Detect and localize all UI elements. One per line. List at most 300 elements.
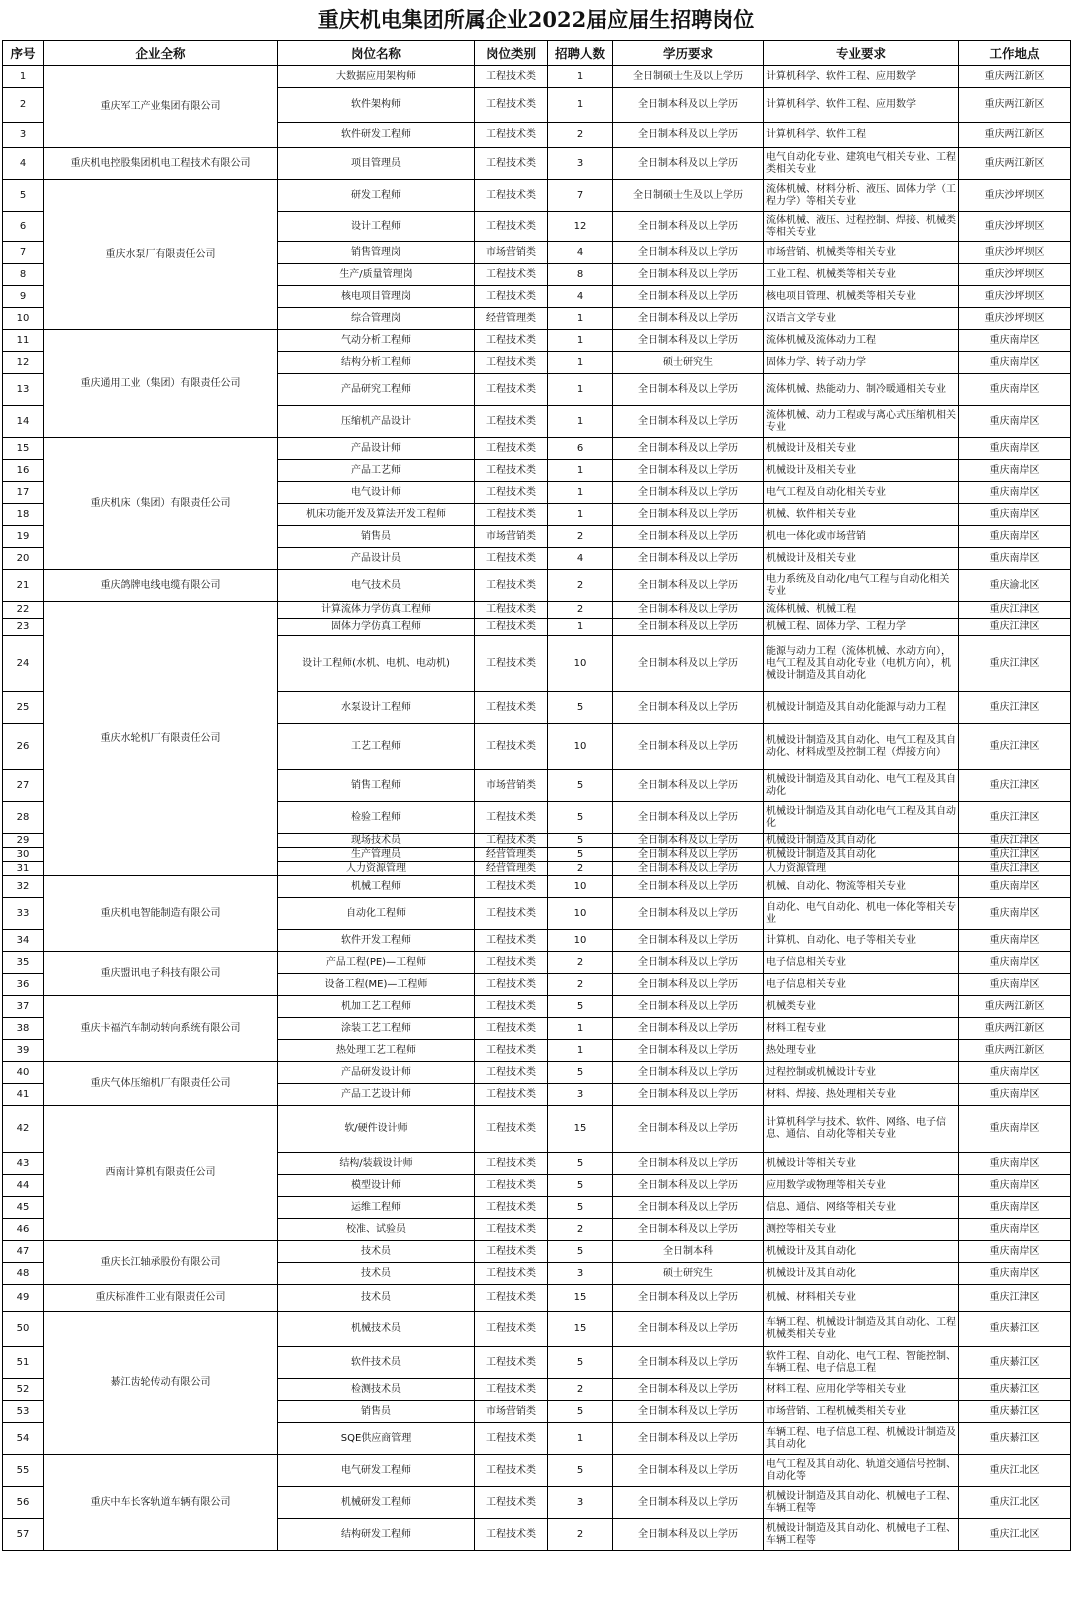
cell-location: 重庆江北区 [959,1487,1071,1519]
cell-category: 工程技术类 [475,1040,548,1062]
cell-education: 全日制本科及以上学历 [613,834,764,848]
cell-education: 全日制本科及以上学历 [613,1312,764,1347]
cell-no: 15 [3,438,44,460]
cell-no: 51 [3,1347,44,1379]
cell-position: 销售员 [278,1401,475,1423]
cell-count: 4 [548,286,613,308]
cell-major: 机械设计等相关专业 [764,1153,959,1175]
cell-major: 机械设计制造及其自动化、机械电子工程、车辆工程等 [764,1519,959,1551]
cell-location: 重庆南岸区 [959,1241,1071,1263]
cell-position: 销售管理岗 [278,242,475,264]
cell-category: 工程技术类 [475,898,548,930]
cell-no: 49 [3,1285,44,1312]
table-row [3,1062,1071,1084]
cell-no: 8 [3,264,44,286]
cell-education: 全日制硕士生及以上学历 [613,66,764,88]
cell-no: 33 [3,898,44,930]
cell-count: 1 [548,308,613,330]
cell-location: 重庆江津区 [959,602,1071,619]
cell-category: 工程技术类 [475,286,548,308]
cell-no: 53 [3,1401,44,1423]
cell-category: 工程技术类 [475,876,548,898]
cell-category: 经营管理类 [475,862,548,876]
cell-count: 2 [548,1519,613,1551]
cell-location: 重庆两江新区 [959,1018,1071,1040]
cell-location: 重庆南岸区 [959,898,1071,930]
cell-category: 工程技术类 [475,619,548,636]
cell-major: 计算机科学、软件工程、应用数学 [764,88,959,123]
cell-category: 工程技术类 [475,88,548,123]
cell-count: 2 [548,1219,613,1241]
cell-count: 3 [548,1487,613,1519]
cell-education: 硕士研究生 [613,352,764,374]
cell-category: 工程技术类 [475,602,548,619]
cell-education: 全日制本科及以上学历 [613,952,764,974]
cell-position: 产品研发设计师 [278,1062,475,1084]
cell-no: 23 [3,619,44,636]
cell-education: 全日制硕士生及以上学历 [613,180,764,212]
cell-position: 热处理工艺工程师 [278,1040,475,1062]
cell-education: 全日制本科及以上学历 [613,636,764,692]
cell-no: 20 [3,548,44,570]
cell-major: 计算机科学与技术、软件、网络、电子信息、通信、自动化等相关专业 [764,1106,959,1153]
cell-position: 软件研发工程师 [278,123,475,148]
cell-location: 重庆南岸区 [959,482,1071,504]
recruitment-table [2,40,1071,1551]
cell-position: 产品设计师 [278,438,475,460]
cell-education: 全日制本科及以上学历 [613,1062,764,1084]
cell-education: 全日制本科及以上学历 [613,876,764,898]
cell-category: 工程技术类 [475,996,548,1018]
cell-major: 应用数学或物理等相关专业 [764,1175,959,1197]
table-row [3,66,1071,88]
cell-count: 5 [548,802,613,834]
cell-category: 工程技术类 [475,1175,548,1197]
cell-no: 55 [3,1455,44,1487]
cell-education: 全日制本科及以上学历 [613,1379,764,1401]
cell-major: 机电一体化或市场营销 [764,526,959,548]
cell-category: 工程技术类 [475,1106,548,1153]
cell-category: 市场营销类 [475,1401,548,1423]
cell-no: 44 [3,1175,44,1197]
cell-company: 重庆机电智能制造有限公司 [44,876,278,952]
cell-category: 工程技术类 [475,1519,548,1551]
cell-location: 重庆沙坪坝区 [959,308,1071,330]
cell-category: 工程技术类 [475,1487,548,1519]
cell-category: 工程技术类 [475,1285,548,1312]
cell-no: 14 [3,406,44,438]
cell-education: 全日制本科及以上学历 [613,1519,764,1551]
cell-category: 工程技术类 [475,952,548,974]
cell-location: 重庆沙坪坝区 [959,286,1071,308]
cell-position: 软件架构师 [278,88,475,123]
cell-position: 结构分析工程师 [278,352,475,374]
cell-location: 重庆两江新区 [959,66,1071,88]
cell-major: 机械设计制造及其自动化能源与动力工程 [764,692,959,724]
cell-education: 硕士研究生 [613,1263,764,1285]
cell-no: 4 [3,148,44,180]
cell-count: 5 [548,1175,613,1197]
cell-major: 计算机、自动化、电子等相关专业 [764,930,959,952]
table-body [3,66,1071,1551]
cell-position: 工艺工程师 [278,724,475,770]
cell-company: 重庆通用工业（集团）有限责任公司 [44,330,278,438]
cell-position: 机械技术员 [278,1312,475,1347]
cell-major: 电气工程及自动化相关专业 [764,482,959,504]
cell-position: 机械工程师 [278,876,475,898]
cell-no: 36 [3,974,44,996]
cell-education: 全日制本科及以上学历 [613,482,764,504]
cell-no: 3 [3,123,44,148]
header-position: 岗位名称 [278,41,475,66]
cell-major: 机械设计及相关专业 [764,438,959,460]
header-count: 招聘人数 [548,41,613,66]
cell-no: 40 [3,1062,44,1084]
cell-no: 11 [3,330,44,352]
cell-company: 重庆鸽牌电线电缆有限公司 [44,570,278,602]
cell-position: 大数据应用架构师 [278,66,475,88]
cell-major: 机械设计制造及其自动化、机械电子工程、车辆工程等 [764,1487,959,1519]
cell-category: 工程技术类 [475,374,548,406]
cell-education: 全日制本科及以上学历 [613,1197,764,1219]
cell-no: 42 [3,1106,44,1153]
cell-position: 综合管理岗 [278,308,475,330]
cell-major: 机械设计及相关专业 [764,548,959,570]
cell-category: 工程技术类 [475,1241,548,1263]
cell-count: 5 [548,770,613,802]
cell-company: 重庆盟讯电子科技有限公司 [44,952,278,996]
header-company: 企业全称 [44,41,278,66]
cell-location: 重庆南岸区 [959,1106,1071,1153]
cell-position: 产品工艺设计师 [278,1084,475,1106]
cell-location: 重庆南岸区 [959,438,1071,460]
cell-major: 流体机械及流体动力工程 [764,330,959,352]
cell-company: 重庆水泵厂有限责任公司 [44,180,278,330]
cell-count: 1 [548,1423,613,1455]
cell-major: 电子信息相关专业 [764,952,959,974]
cell-education: 全日制本科及以上学历 [613,438,764,460]
cell-location: 重庆綦江区 [959,1347,1071,1379]
cell-major: 机械设计制造及其自动化、电气工程及其自动化 [764,770,959,802]
cell-position: 电气技术员 [278,570,475,602]
cell-major: 流体机械、热能动力、制冷暖通相关专业 [764,374,959,406]
cell-position: 检验工程师 [278,802,475,834]
cell-category: 工程技术类 [475,352,548,374]
cell-no: 30 [3,848,44,862]
cell-major: 机械设计及相关专业 [764,460,959,482]
cell-major: 工业工程、机械类等相关专业 [764,264,959,286]
cell-no: 29 [3,834,44,848]
cell-education: 全日制本科及以上学历 [613,308,764,330]
cell-count: 2 [548,570,613,602]
cell-major: 车辆工程、机械设计制造及其自动化、工程机械类相关专业 [764,1312,959,1347]
cell-position: 电气研发工程师 [278,1455,475,1487]
cell-company: 重庆军工产业集团有限公司 [44,66,278,148]
page-title: 重庆机电集团所属企业2022届应届生招聘岗位 [317,7,755,32]
cell-major: 机械、自动化、物流等相关专业 [764,876,959,898]
cell-count: 4 [548,548,613,570]
cell-education: 全日制本科及以上学历 [613,1018,764,1040]
cell-major: 机械设计制造及其自动化 [764,848,959,862]
cell-major: 机械设计制造及其自动化、电气工程及其自动化、材料成型及控制工程（焊接方向） [764,724,959,770]
cell-location: 重庆江津区 [959,862,1071,876]
cell-major: 人力资源管理 [764,862,959,876]
cell-no: 9 [3,286,44,308]
cell-education: 全日制本科及以上学历 [613,1423,764,1455]
cell-category: 工程技术类 [475,692,548,724]
cell-major: 机械设计制造及其自动化电气工程及其自动化 [764,802,959,834]
cell-location: 重庆綦江区 [959,1379,1071,1401]
table-row [3,438,1071,460]
cell-category: 工程技术类 [475,1018,548,1040]
cell-major: 自动化、电气自动化、机电一体化等相关专业 [764,898,959,930]
cell-category: 工程技术类 [475,504,548,526]
cell-count: 10 [548,876,613,898]
cell-category: 工程技术类 [475,1379,548,1401]
cell-education: 全日制本科及以上学历 [613,242,764,264]
cell-location: 重庆渝北区 [959,570,1071,602]
cell-location: 重庆江津区 [959,1285,1071,1312]
cell-education: 全日制本科及以上学历 [613,330,764,352]
cell-position: 固体力学仿真工程师 [278,619,475,636]
cell-location: 重庆两江新区 [959,88,1071,123]
cell-count: 8 [548,264,613,286]
cell-education: 全日制本科及以上学历 [613,848,764,862]
cell-position: 技术员 [278,1241,475,1263]
cell-location: 重庆南岸区 [959,526,1071,548]
cell-education: 全日制本科及以上学历 [613,1401,764,1423]
cell-education: 全日制本科及以上学历 [613,1487,764,1519]
cell-no: 6 [3,212,44,242]
cell-education: 全日制本科及以上学历 [613,570,764,602]
cell-major: 流体机械、机械工程 [764,602,959,619]
table-row [3,148,1071,180]
cell-location: 重庆江津区 [959,636,1071,692]
cell-category: 工程技术类 [475,834,548,848]
cell-location: 重庆两江新区 [959,996,1071,1018]
cell-category: 市场营销类 [475,242,548,264]
cell-education: 全日制本科及以上学历 [613,1347,764,1379]
cell-no: 12 [3,352,44,374]
cell-major: 市场营销、机械类等相关专业 [764,242,959,264]
cell-location: 重庆江津区 [959,770,1071,802]
cell-education: 全日制本科及以上学历 [613,123,764,148]
cell-no: 38 [3,1018,44,1040]
cell-category: 工程技术类 [475,1312,548,1347]
cell-location: 重庆江北区 [959,1455,1071,1487]
cell-position: 核电项目管理岗 [278,286,475,308]
cell-count: 1 [548,482,613,504]
cell-count: 5 [548,1197,613,1219]
cell-major: 计算机科学、软件工程、应用数学 [764,66,959,88]
cell-category: 经营管理类 [475,848,548,862]
cell-no: 45 [3,1197,44,1219]
cell-location: 重庆南岸区 [959,460,1071,482]
cell-education: 全日制本科及以上学历 [613,898,764,930]
cell-no: 43 [3,1153,44,1175]
cell-count: 2 [548,1379,613,1401]
cell-major: 材料工程、应用化学等相关专业 [764,1379,959,1401]
cell-education: 全日制本科及以上学历 [613,264,764,286]
cell-category: 工程技术类 [475,548,548,570]
cell-major: 机械设计及其自动化 [764,1263,959,1285]
cell-no: 2 [3,88,44,123]
cell-category: 工程技术类 [475,1084,548,1106]
cell-count: 3 [548,1263,613,1285]
header-no: 序号 [3,41,44,66]
cell-location: 重庆南岸区 [959,406,1071,438]
cell-location: 重庆南岸区 [959,504,1071,526]
cell-category: 工程技术类 [475,1263,548,1285]
cell-no: 21 [3,570,44,602]
cell-no: 34 [3,930,44,952]
cell-no: 41 [3,1084,44,1106]
cell-count: 3 [548,148,613,180]
cell-location: 重庆沙坪坝区 [959,242,1071,264]
cell-no: 19 [3,526,44,548]
cell-company: 重庆机床（集团）有限责任公司 [44,438,278,570]
cell-count: 10 [548,724,613,770]
cell-company: 重庆长江轴承股份有限公司 [44,1241,278,1285]
cell-major: 电力系统及自动化/电气工程与自动化相关专业 [764,570,959,602]
cell-major: 机械、软件相关专业 [764,504,959,526]
cell-location: 重庆南岸区 [959,1175,1071,1197]
table-row [3,1455,1071,1487]
cell-major: 固体力学、转子动力学 [764,352,959,374]
cell-education: 全日制本科及以上学历 [613,504,764,526]
cell-position: 软件开发工程师 [278,930,475,952]
cell-count: 3 [548,1084,613,1106]
cell-count: 10 [548,930,613,952]
cell-no: 1 [3,66,44,88]
cell-location: 重庆南岸区 [959,930,1071,952]
cell-education: 全日制本科及以上学历 [613,374,764,406]
cell-category: 工程技术类 [475,570,548,602]
cell-no: 7 [3,242,44,264]
cell-count: 1 [548,504,613,526]
cell-count: 5 [548,1062,613,1084]
cell-education: 全日制本科及以上学历 [613,1455,764,1487]
cell-education: 全日制本科及以上学历 [613,692,764,724]
cell-location: 重庆南岸区 [959,1084,1071,1106]
cell-location: 重庆綦江区 [959,1312,1071,1347]
cell-education: 全日制本科及以上学历 [613,148,764,180]
cell-no: 46 [3,1219,44,1241]
cell-location: 重庆沙坪坝区 [959,264,1071,286]
cell-category: 工程技术类 [475,123,548,148]
cell-count: 2 [548,526,613,548]
cell-major: 市场营销、工程机械类相关专业 [764,1401,959,1423]
cell-location: 重庆南岸区 [959,374,1071,406]
cell-category: 工程技术类 [475,1062,548,1084]
cell-no: 50 [3,1312,44,1347]
cell-major: 计算机科学、软件工程 [764,123,959,148]
cell-position: 机床功能开发及算法开发工程师 [278,504,475,526]
cell-education: 全日制本科及以上学历 [613,460,764,482]
cell-location: 重庆江北区 [959,1519,1071,1551]
cell-count: 7 [548,180,613,212]
table-row [3,996,1071,1018]
cell-position: 校准、试验员 [278,1219,475,1241]
cell-position: 项目管理员 [278,148,475,180]
cell-position: 技术员 [278,1285,475,1312]
cell-count: 10 [548,636,613,692]
cell-position: 软件技术员 [278,1347,475,1379]
cell-location: 重庆南岸区 [959,352,1071,374]
cell-location: 重庆两江新区 [959,1040,1071,1062]
cell-education: 全日制本科及以上学历 [613,974,764,996]
cell-no: 22 [3,602,44,619]
cell-category: 工程技术类 [475,930,548,952]
cell-education: 全日制本科及以上学历 [613,1285,764,1312]
cell-no: 37 [3,996,44,1018]
cell-position: 运维工程师 [278,1197,475,1219]
cell-company: 重庆气体压缩机厂有限责任公司 [44,1062,278,1106]
cell-count: 2 [548,974,613,996]
cell-company: 西南计算机有限责任公司 [44,1106,278,1241]
cell-no: 54 [3,1423,44,1455]
cell-company: 綦江齿轮传动有限公司 [44,1312,278,1455]
cell-education: 全日制本科及以上学历 [613,1219,764,1241]
cell-major: 过程控制或机械设计专业 [764,1062,959,1084]
table-row [3,330,1071,352]
cell-position: 气动分析工程师 [278,330,475,352]
cell-no: 27 [3,770,44,802]
cell-count: 15 [548,1312,613,1347]
cell-category: 市场营销类 [475,770,548,802]
cell-position: 产品研究工程师 [278,374,475,406]
cell-position: 压缩机产品设计 [278,406,475,438]
table-row [3,876,1071,898]
cell-category: 工程技术类 [475,1153,548,1175]
cell-category: 工程技术类 [475,1347,548,1379]
cell-position: 计算流体力学仿真工程师 [278,602,475,619]
cell-location: 重庆江津区 [959,848,1071,862]
cell-major: 流体机械、材料分析、液压、固体力学（工程力学）等相关专业 [764,180,959,212]
cell-no: 56 [3,1487,44,1519]
cell-no: 16 [3,460,44,482]
cell-education: 全日制本科及以上学历 [613,212,764,242]
cell-count: 1 [548,330,613,352]
cell-no: 26 [3,724,44,770]
cell-position: 销售员 [278,526,475,548]
table-row [3,602,1071,619]
cell-count: 5 [548,1347,613,1379]
cell-location: 重庆江津区 [959,834,1071,848]
cell-position: 技术员 [278,1263,475,1285]
cell-location: 重庆南岸区 [959,1263,1071,1285]
cell-count: 1 [548,352,613,374]
cell-count: 1 [548,1040,613,1062]
cell-category: 工程技术类 [475,406,548,438]
cell-count: 4 [548,242,613,264]
header-category: 岗位类别 [475,41,548,66]
cell-no: 52 [3,1379,44,1401]
cell-count: 1 [548,460,613,482]
cell-education: 全日制本科及以上学历 [613,1106,764,1153]
cell-location: 重庆江津区 [959,619,1071,636]
cell-category: 工程技术类 [475,264,548,286]
cell-location: 重庆綦江区 [959,1401,1071,1423]
cell-major: 机械、材料相关专业 [764,1285,959,1312]
cell-major: 能源与动力工程（流体机械、水动方向），电气工程及其自动化专业（电机方向），机械设计制造及其自动化 [764,636,959,692]
cell-company: 重庆机电控股集团机电工程技术有限公司 [44,148,278,180]
cell-education: 全日制本科及以上学历 [613,930,764,952]
cell-education: 全日制本科及以上学历 [613,602,764,619]
cell-location: 重庆江津区 [959,692,1071,724]
cell-education: 全日制本科及以上学历 [613,619,764,636]
cell-no: 24 [3,636,44,692]
